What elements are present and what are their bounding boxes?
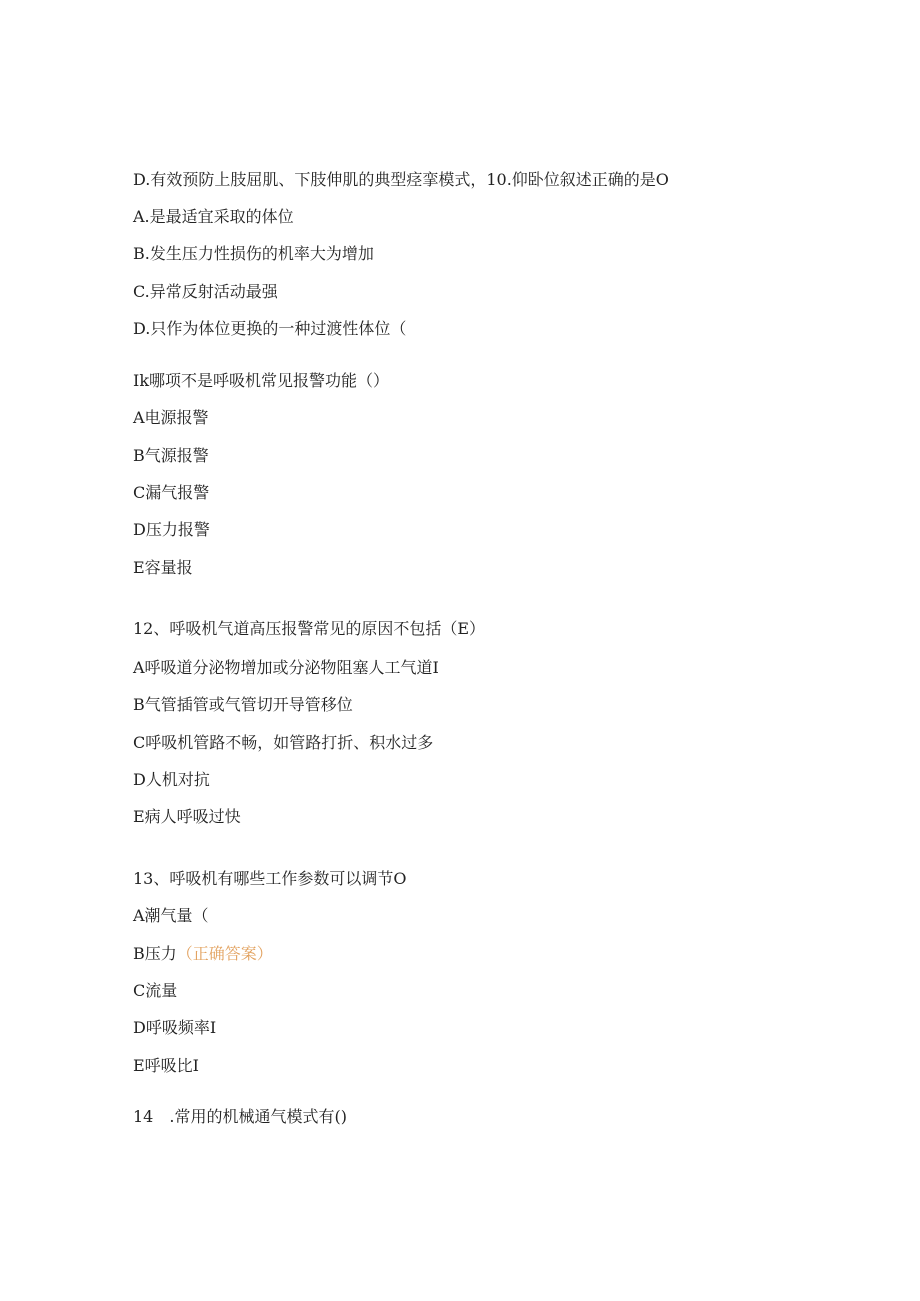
q11-option-b: B气源报警 xyxy=(133,446,209,465)
q10-option-b: B.发生压力性损伤的机率大为增加 xyxy=(133,244,374,263)
q12-option-d: D人机对抗 xyxy=(133,770,210,789)
q11-question: Ik哪项不是呼吸机常见报警功能（） xyxy=(133,371,390,390)
q11-option-c: C漏气报警 xyxy=(133,483,210,502)
q13-question: 13、呼吸机有哪些工作参数可以调节O xyxy=(133,869,407,888)
q14-question: 14 .常用的机械通气模式有() xyxy=(133,1107,347,1126)
q13-option-b xyxy=(133,943,273,965)
q12-option-c: C呼吸机管路不畅，如管路打折、积水过多 xyxy=(133,733,434,752)
q12-option-b: B气管插管或气管切开导管移位 xyxy=(133,695,353,714)
q13-option-d: D呼吸频率I xyxy=(133,1018,217,1037)
q10-option-c: C.异常反射活动最强 xyxy=(133,282,278,301)
q13-option-c: C流量 xyxy=(133,981,178,1000)
q11-option-d: D压力报警 xyxy=(133,520,210,539)
correct-answer-note: （正确答案） xyxy=(176,944,273,963)
q13-option-e: E呼吸比I xyxy=(133,1056,200,1075)
q12-option-a: A呼吸道分泌物增加或分泌物阻塞人工气道I xyxy=(133,658,439,677)
q12-option-e: E病人呼吸过快 xyxy=(133,807,241,826)
q11-option-a: A电源报警 xyxy=(133,408,209,427)
q12-question: 12、呼吸机气道高压报警常见的原因不包括（E） xyxy=(133,619,486,638)
q10-option-a: A.是最适宜采取的体位 xyxy=(133,207,294,226)
q10-option-d: D.只作为体位更换的一种过渡性体位（ xyxy=(133,319,407,338)
q11-option-e: E容量报 xyxy=(133,558,193,577)
q13-option-b-text: B压力 xyxy=(133,944,177,963)
q9-option-d: D.有效预防上肢屈肌、下肢伸肌的典型痉挛模式，10.仰卧位叙述正确的是O xyxy=(133,170,669,189)
q13-option-a: A潮气量（ xyxy=(133,906,209,925)
